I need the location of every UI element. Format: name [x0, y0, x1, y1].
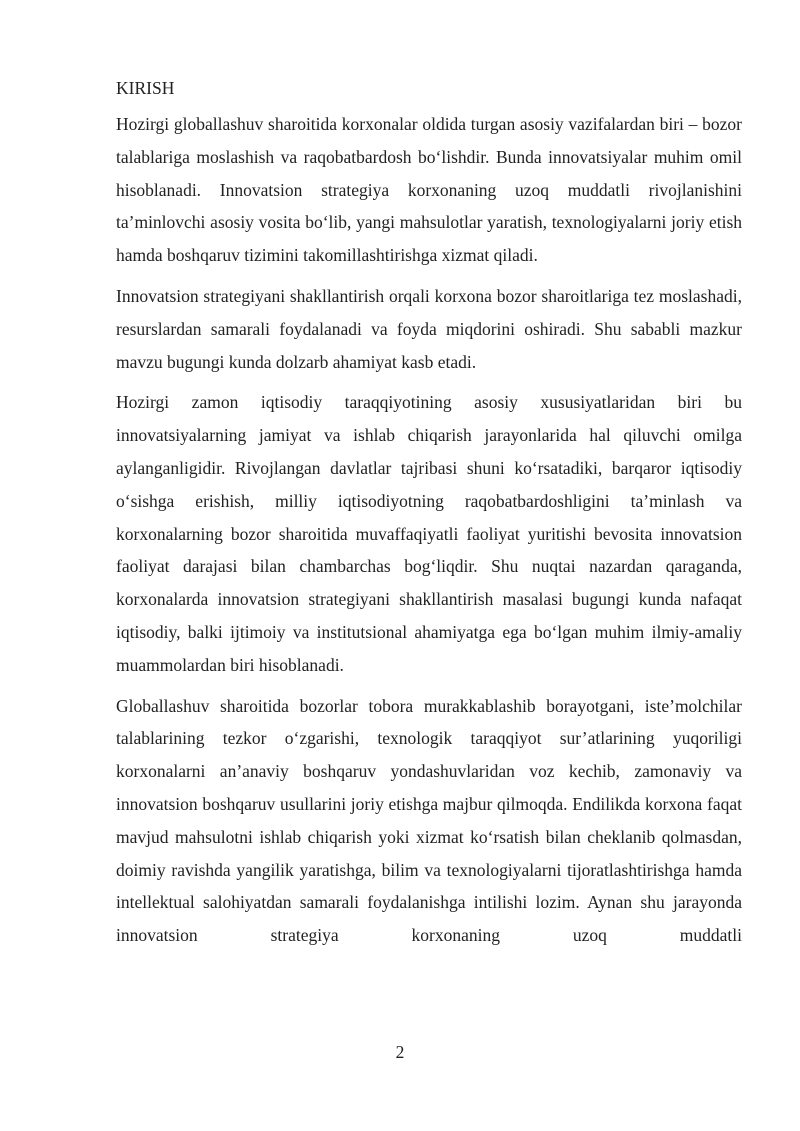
paragraph-2: Innovatsion strategiyani shakllantirish orqali korxona bozor sharoitlariga tez moslashadi, resurslardan samarali foydalanadi va foyda miqdorini oshiradi. Shu sababli mazkur mavzu bugungi kunda dolzarb ahamiyat kasb etadi. — [116, 285, 742, 372]
paragraph-4: Globallashuv sharoitida bozorlar tobora murakkablashib borayotgani, iste’molchilar talablarining tezkor o‘zgarishi, texnologik taraqqiyot sur’atlarining yuqoriligi korxonalarni an’anaviy boshqaruv yondashuvlaridan voz kechib, zamonaviy va innovatsion boshqaruv usullarini joriy etishga majbur qilmoqda. Endilikda korxona faqat mavjud mahsulotni ishlab chiqarish yoki xizmat ko‘rsatish bilan cheklanib qolmasdan, doimiy ravishda yangilik yaratishga, bilim va texnologiyalarni tijoratlashtirishga hamda intellektual salohiyatdan samarali foydalanishga intilishi lozim. Aynan shu jarayonda innovatsion strategiya korxonaning uzoq muddatli — [116, 695, 742, 946]
page-number: 2 — [395, 1042, 405, 1062]
paragraph-3: Hozirgi zamon iqtisodiy taraqqiyotining asosiy xususiyatlaridan biri bu innovatsiyalarning jamiyat va ishlab chiqarish jarayonlarida hal qiluvchi omilga aylanganligidir. Rivojlangan davlatlar tajribasi shuni ko‘rsatadiki, barqaror iqtisodiy o‘sishga erishish, milliy iqtisodiyotning raqobatbardoshligini ta’minlash va korxonalarning bozor sharoitida muvaffaqiyatli faoliyat yuritishi bevosita innovatsion faoliyat darajasi bilan chambarchas bog‘liqdir. Shu nuqtai nazardan qaraganda, korxonalarda innovatsion strategiyani shakllantirish masalasi bugungi kunda nafaqat iqtisodiy, balki ijtimoiy va institutsional ahamiyatga ega bo‘lgan muhim ilmiy-amaliy muammolardan biri hisoblanadi. — [116, 392, 742, 675]
section-heading: KIRISH — [116, 78, 175, 98]
paragraph-1: Hozirgi globallashuv sharoitida korxonalar oldida turgan asosiy vazifalardan biri – bozor talablariga moslashish va raqobatbardosh bo‘lishdir. Bunda innovatsiyalar muhim omil hisoblanadi. Innovatsion strategiya korxonaning uzoq muddatli rivojlanishini ta’minlovchi asosiy vosita bo‘lib, yangi mahsulotlar yaratish, texnologiyalarni joriy etish hamda boshqaruv tizimini takomillashtirishga xizmat qiladi. — [116, 114, 742, 266]
page-content — [116, 76, 742, 960]
